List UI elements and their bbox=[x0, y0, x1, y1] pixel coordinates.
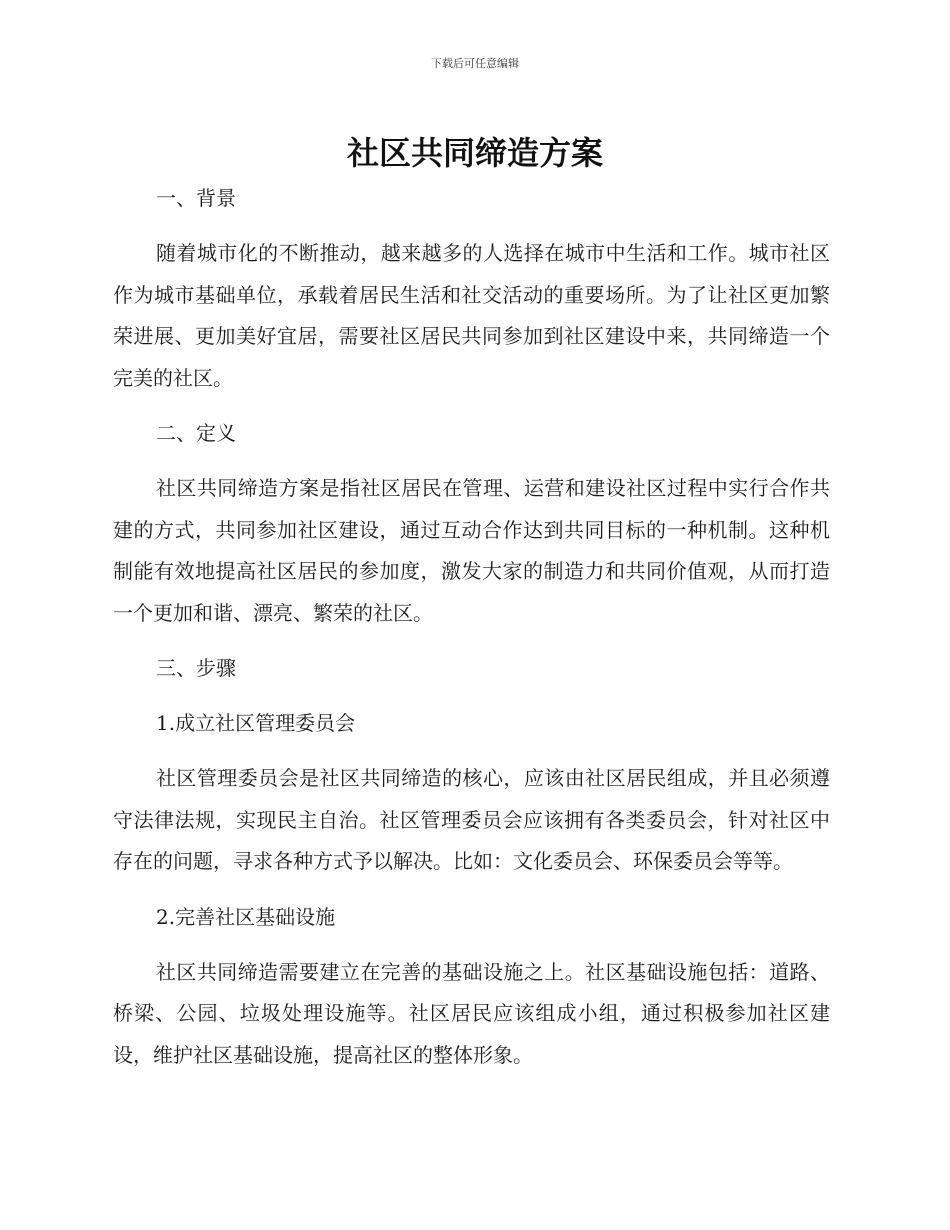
paragraph-definition: 社区共同缔造方案是指社区居民在管理、运营和建设社区过程中实行合作共建的方式，共同参加社区建设，通过互动合作达到共同目标的一种机制。这种机制能有效地提高社区居民的参加度，激发大家的制造力和共同价值观，从而打造一个更加和谐、漂亮、繁荣的社区。 bbox=[113, 476, 830, 625]
paragraph-background: 随着城市化的不断推动，越来越多的人选择在城市中生活和工作。城市社区作为城市基础单位，承载着居民生活和社交活动的重要场所。为了让社区更加繁荣进展、更加美好宜居，需要社区居民共同参加到社区建设中来，共同缔造一个完美的社区。 bbox=[113, 241, 830, 390]
section-heading-steps: 三、步骤 bbox=[156, 656, 236, 680]
step-heading-2: 2.完善社区基础设施 bbox=[156, 904, 336, 929]
header-note: 下载后可任意编辑 bbox=[431, 57, 519, 70]
paragraph-step-2: 社区共同缔造需要建立在完善的基础设施之上。社区基础设施包括：道路、桥梁、公园、垃圾处理设施等。社区居民应该组成小组，通过积极参加社区建设，维护社区基础设施，提高社区的整体形象。 bbox=[113, 959, 830, 1067]
step-heading-1: 1.成立社区管理委员会 bbox=[156, 711, 356, 735]
document-body bbox=[113, 178, 830, 1090]
section-heading-background: 一、背景 bbox=[156, 186, 236, 210]
section-heading-definition: 二、定义 bbox=[156, 421, 236, 445]
paragraph-step-1: 社区管理委员会是社区共同缔造的核心，应该由社区居民组成，并且必须遵守法律法规，实现民主自治。社区管理委员会应该拥有各类委员会，针对社区中存在的问题，寻求各种方式予以解决。比如：文化委员会、环保委员会等等。 bbox=[113, 766, 830, 873]
document-title: 社区共同缔造方案 bbox=[346, 134, 603, 172]
